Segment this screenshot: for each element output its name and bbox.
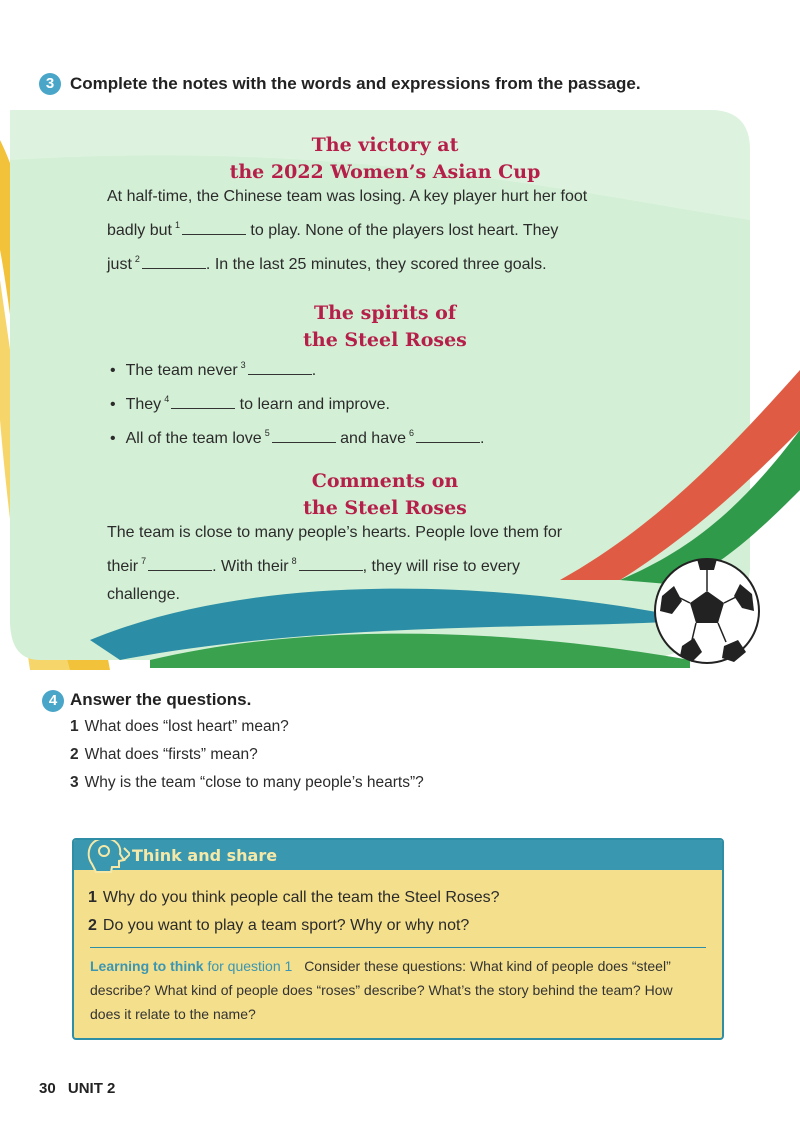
blank-5[interactable]	[272, 428, 336, 443]
section-3-line-a: The team is close to many people’s hearts. People love them for	[107, 524, 563, 541]
section-1-line-b: badly but $^1$ to play. None of the players lost heart. They	[107, 220, 559, 239]
section-2-title-line1: The spirits of	[313, 302, 457, 324]
blank-6[interactable]	[416, 428, 480, 443]
blank-1[interactable]	[182, 220, 246, 235]
bullet-3: • All of the team love $^5$ and have $^6$ .	[110, 419, 484, 453]
exercise-4-badge: 4	[42, 690, 64, 712]
section-3-title-line2: the Steel Roses	[303, 497, 467, 519]
section-3-title-line1: Comments on	[311, 470, 459, 492]
unit-label: UNIT 2	[67, 1080, 116, 1097]
section-1-line-a: At half-time, the Chinese team was losing. A key player hurt her foot	[107, 188, 588, 205]
page-footer	[39, 1080, 115, 1097]
section-3-line-b: their $^7$ . With their $^8$ , they will rise to every	[107, 556, 521, 575]
section-1-paragraph	[107, 183, 667, 279]
question-3: 3 Why is the team “close to many people’s hearts”?	[70, 774, 424, 791]
blank-8[interactable]	[299, 556, 363, 571]
section-1-title-line2: the 2022 Women’s Asian Cup	[229, 161, 541, 183]
think-title: Think and share	[132, 846, 278, 865]
tip-for: for question 1	[207, 958, 293, 974]
blank-3[interactable]	[248, 360, 312, 375]
exercise-3-badge: 3	[39, 73, 61, 95]
tip-text: Consider these questions: What kind of people does “steel” describe? What kind of people does “roses” describe? What’s the story behind the team? How does it relate to the name?	[90, 958, 673, 1022]
blank-4[interactable]	[171, 394, 235, 409]
section-1-line-c: just $^2$ . In the last 25 minutes, they scored three goals.	[107, 254, 547, 273]
learning-tip	[90, 954, 706, 1026]
blank-7[interactable]	[148, 556, 212, 571]
section-2-bullets	[110, 351, 484, 453]
section-2-title-line2: the Steel Roses	[303, 329, 467, 351]
question-1: 1 What does “lost heart” mean?	[70, 718, 289, 735]
bullet-2: • They $^4$ to learn and improve.	[110, 385, 484, 419]
exercise-4-instruction: Answer the questions.	[70, 690, 252, 709]
bullet-1: • The team never $^3$ .	[110, 351, 484, 385]
think-and-share-box	[72, 838, 724, 1040]
soccer-ball-icon	[652, 556, 762, 666]
section-1-title-line1: The victory at	[311, 134, 459, 156]
think-question-2: 2 Do you want to play a team sport? Why or why not?	[88, 917, 470, 934]
question-2: 2 What does “firsts” mean?	[70, 746, 258, 763]
exercise-3-instruction: Complete the notes with the words and expressions from the passage.	[70, 74, 641, 93]
section-3-paragraph	[107, 519, 667, 609]
think-question-1: 1 Why do you think people call the team the Steel Roses?	[88, 889, 500, 906]
section-3-line-c: challenge.	[107, 586, 180, 603]
tip-label: Learning to think	[90, 958, 204, 974]
head-thinking-icon	[84, 838, 130, 874]
think-divider	[90, 947, 706, 948]
blank-2[interactable]	[142, 254, 206, 269]
page-number: 30	[39, 1080, 56, 1097]
